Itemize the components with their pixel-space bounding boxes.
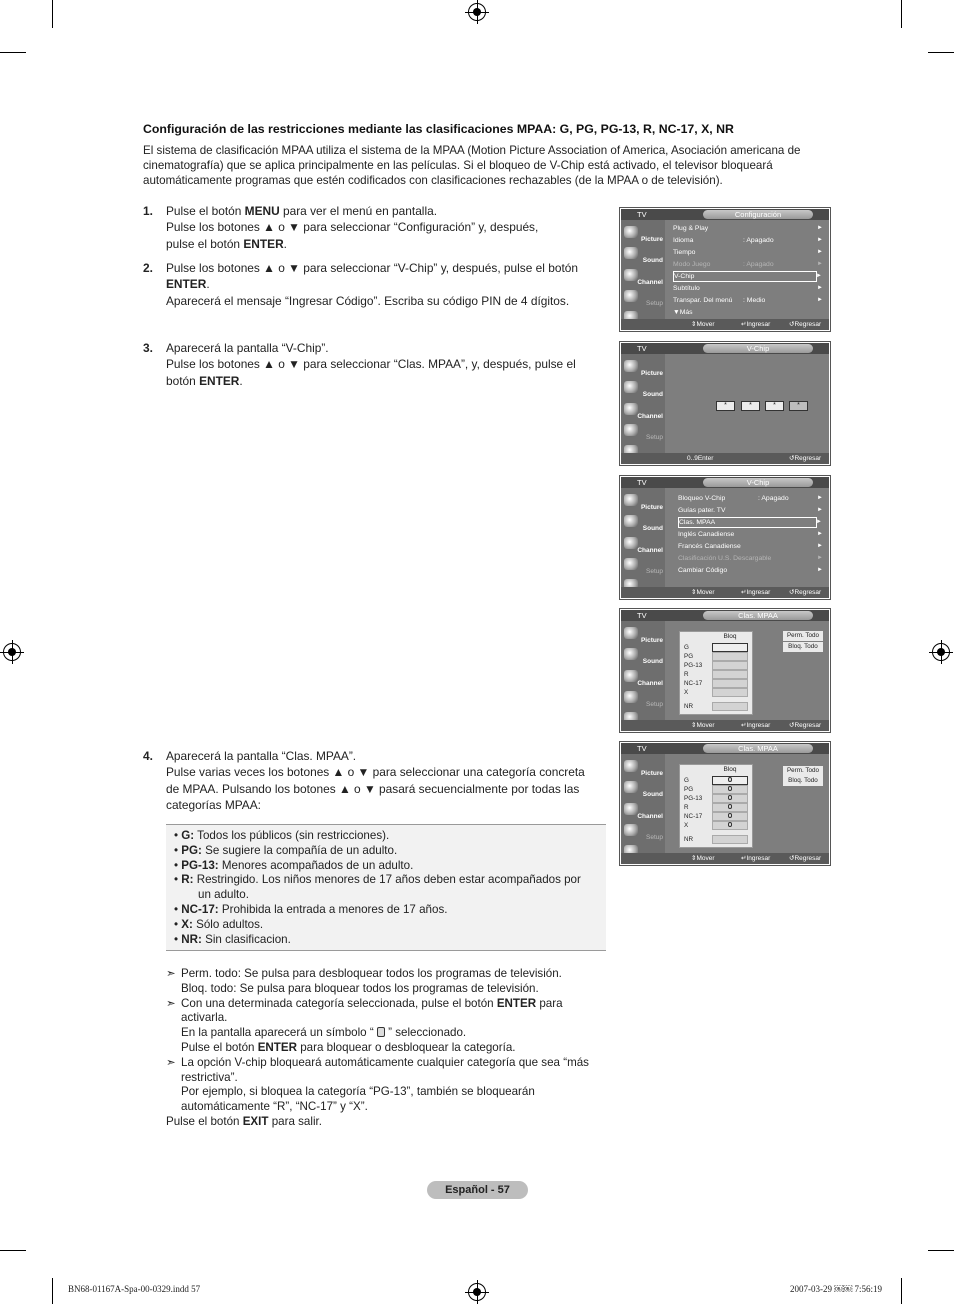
crop-mark bbox=[901, 0, 902, 28]
move-hint: ⇕ Mover bbox=[691, 321, 715, 328]
step-number: 1. bbox=[143, 204, 153, 218]
sidebar-item-picture[interactable]: Picture bbox=[623, 492, 665, 512]
lock-icon bbox=[728, 795, 732, 800]
note-arrow-icon: ➣ bbox=[166, 967, 176, 980]
tv-label: TV bbox=[637, 478, 647, 487]
enter-hint: ↵ Ingresar bbox=[741, 321, 771, 328]
lock-icon bbox=[377, 1027, 385, 1037]
pin-digit-field[interactable]: * bbox=[741, 401, 760, 411]
allow-all-button[interactable]: Perm. Todo bbox=[783, 766, 823, 776]
tv-label: TV bbox=[637, 744, 647, 753]
lock-cell[interactable] bbox=[712, 670, 748, 679]
rating-label: NC-17 bbox=[684, 813, 703, 820]
lock-cell[interactable] bbox=[712, 643, 748, 652]
return-hint: ↺ Regresar bbox=[789, 855, 822, 862]
mpaa-category-list bbox=[166, 824, 606, 951]
lock-cell[interactable] bbox=[712, 812, 748, 821]
sidebar-item-picture[interactable]: Picture bbox=[623, 224, 665, 244]
sound-icon bbox=[624, 515, 638, 527]
rating-label: NR bbox=[684, 703, 694, 710]
note-1: ➣ Perm. todo: Se pulsa para desbloquear todos los programas de televisión. Bloq. todo: Se pulsa para bloquear todos los programas de televisión. bbox=[166, 967, 562, 995]
sidebar-item-channel[interactable]: Channel bbox=[623, 801, 665, 821]
sound-icon bbox=[624, 648, 638, 660]
print-slug-left: BN68-01167A-Spa-00-0329.indd 57 bbox=[68, 1284, 201, 1294]
step-number: 4. bbox=[143, 749, 153, 763]
sidebar-item-setup[interactable]: Setup bbox=[623, 556, 665, 576]
lock-icon bbox=[728, 822, 732, 827]
menu-title: V-Chip bbox=[703, 344, 813, 353]
registration-mark-icon bbox=[3, 643, 21, 661]
menu-footer bbox=[621, 453, 829, 473]
lock-cell[interactable] bbox=[712, 776, 748, 785]
menu-title: V-Chip bbox=[703, 478, 813, 487]
menu-item[interactable]: Guías pater. TV ► bbox=[678, 507, 823, 514]
crop-mark bbox=[928, 52, 954, 53]
sidebar-item-channel[interactable]: Channel bbox=[623, 401, 665, 421]
rating-label: R bbox=[684, 804, 689, 811]
registration-mark-icon bbox=[468, 1283, 486, 1301]
crop-mark bbox=[0, 1250, 26, 1251]
sidebar-item-picture[interactable]: Picture bbox=[623, 625, 665, 645]
mpaa-rating-grid bbox=[679, 631, 753, 715]
tv-screen-clas-mpaa-locked bbox=[619, 741, 831, 866]
menu-item: Clasificación U.S. Descargable ► bbox=[678, 555, 823, 562]
tv-label: TV bbox=[637, 344, 647, 353]
menu-item[interactable]: Plug & Play ► bbox=[673, 225, 823, 232]
channel-icon bbox=[624, 670, 638, 682]
picture-icon bbox=[624, 627, 638, 639]
menu-item[interactable]: Bloqueo V-Chip : Apagado ► bbox=[678, 495, 823, 502]
tv-label: TV bbox=[637, 210, 647, 219]
rating-label: X bbox=[684, 689, 689, 696]
lock-cell[interactable] bbox=[712, 835, 748, 844]
menu-footer bbox=[621, 720, 829, 731]
block-all-button[interactable]: Bloq. Todo bbox=[783, 776, 823, 786]
list-item: • R: Restringido. Los niños menores de 17 años deben estar acompañados por un adulto. bbox=[174, 873, 581, 902]
registration-mark-icon bbox=[932, 643, 950, 661]
list-item: • NC-17: Prohibida la entrada a menores de 17 años. bbox=[174, 902, 448, 916]
crop-mark bbox=[928, 1250, 954, 1251]
tv-sidebar bbox=[621, 220, 665, 330]
channel-icon bbox=[624, 537, 638, 549]
menu-item-selected[interactable]: V-Chip ► bbox=[674, 273, 822, 280]
sidebar-item-sound[interactable]: Sound bbox=[623, 379, 665, 399]
section-heading: Configuración de las restricciones mediante las clasificaciones MPAA: G, PG, PG-13, R, NC-17, X, NR bbox=[143, 122, 734, 136]
crop-mark bbox=[52, 1278, 53, 1304]
crop-mark bbox=[52, 0, 53, 28]
sound-icon bbox=[624, 247, 638, 259]
gear-icon bbox=[624, 424, 638, 436]
step-2: 2. Pulse los botones ▲ o ▼ para seleccionar “V-Chip” y, después, pulse el botón ENTER. Aparecerá el mensaje “Ingresar Código”. Escriba su código PIN de 4 dígitos. bbox=[143, 261, 578, 308]
lock-icon bbox=[728, 813, 732, 818]
lock-cell[interactable] bbox=[712, 661, 748, 670]
picture-icon bbox=[624, 226, 638, 238]
registration-mark-icon bbox=[468, 3, 486, 21]
tv-sidebar bbox=[621, 621, 665, 731]
exit-instruction: Pulse el botón EXIT para salir. bbox=[166, 1114, 322, 1128]
menu-footer bbox=[621, 587, 829, 598]
menu-footer bbox=[621, 319, 829, 330]
menu-item[interactable]: Subtítulo ► bbox=[673, 285, 823, 292]
channel-icon bbox=[624, 403, 638, 415]
sidebar-item-sound[interactable]: Sound bbox=[623, 779, 665, 799]
lock-cell[interactable] bbox=[712, 688, 748, 697]
list-item: • PG-13: Menores acompañados de un adulto. bbox=[174, 858, 414, 872]
tv-sidebar bbox=[621, 354, 665, 464]
pin-digit-field[interactable]: * bbox=[789, 401, 808, 411]
tv-sidebar bbox=[621, 754, 665, 864]
list-item: • G: Todos los públicos (sin restricciones). bbox=[174, 829, 390, 842]
note-arrow-icon: ➣ bbox=[166, 1055, 176, 1069]
note-3: ➣ La opción V-chip bloqueará automáticamente cualquier categoría que sea “más restrictiva”. Por ejemplo, si bloquea la categoría “PG-13”, también se bloquearán automáticamente “R”, “NC-17” y “X”. bbox=[166, 1055, 589, 1114]
sidebar-item-setup[interactable]: Setup bbox=[623, 288, 665, 308]
intro-paragraph: El sistema de clasificación MPAA utiliza el sistema de la MPAA (Motion Picture Association of America, Asociación americana de cinematografía) que se aplica principalmente en las películas. Si el bloqueo de V-Chip está activado, el televisor bloqueará automáticamente programas que estén codificados con clasificaciones rechazables (de la MPAA o de televisión). bbox=[143, 144, 801, 187]
enter-hint: ↵ Ingresar bbox=[741, 722, 771, 729]
mpaa-rating-grid bbox=[679, 764, 753, 848]
rating-label: PG-13 bbox=[684, 795, 703, 802]
step-4: 4. Aparecerá la pantalla “Clas. MPAA”. Pulse varias veces los botones ▲ o ▼ para seleccionar una categoría concreta de MPAA. Pulsando los botones ▲ o ▼ pasará secuencialmente por todas las categorías MPAA: bbox=[143, 749, 585, 812]
sidebar-item-picture[interactable]: Picture bbox=[623, 758, 665, 778]
list-item: • X: Sólo adultos. bbox=[174, 917, 264, 931]
sidebar-item-channel[interactable]: Channel bbox=[623, 668, 665, 688]
return-hint: ↺ Regresar bbox=[789, 589, 822, 596]
picture-icon bbox=[624, 360, 638, 372]
rating-label: NR bbox=[684, 836, 694, 843]
menu-item[interactable]: Idioma : Apagado ► bbox=[673, 237, 823, 244]
pin-digit-field[interactable]: * bbox=[765, 401, 784, 411]
menu-item: Modo Juego : Apagado ► bbox=[673, 261, 823, 268]
menu-footer bbox=[621, 853, 829, 864]
allow-all-button[interactable]: Perm. Todo bbox=[783, 631, 823, 641]
crop-mark bbox=[901, 1278, 902, 1304]
sidebar-item-channel[interactable]: Channel bbox=[623, 267, 665, 287]
gear-icon bbox=[624, 290, 638, 302]
crop-mark bbox=[0, 52, 26, 53]
enter-pin-hint: 0..9 Enter PIN bbox=[687, 455, 714, 473]
pin-digit-field[interactable]: * bbox=[716, 401, 735, 411]
channel-icon bbox=[624, 269, 638, 281]
rating-label: G bbox=[684, 777, 689, 784]
step-1: 1. Pulse el botón MENU para ver el menú en pantalla. Pulse los botones ▲ o ▼ para seleccionar “Configuración” y, después, pulse el botón ENTER. bbox=[143, 204, 539, 251]
menu-item[interactable]: Tiempo ► bbox=[673, 249, 823, 256]
tv-screen-clas-mpaa bbox=[619, 608, 831, 733]
menu-item[interactable]: Inglés Canadiense ► bbox=[678, 531, 823, 538]
picture-icon bbox=[624, 760, 638, 772]
sidebar-item-sound[interactable]: Sound bbox=[623, 245, 665, 265]
rating-label: PG-13 bbox=[684, 662, 703, 669]
menu-title: Clas. MPAA bbox=[703, 611, 813, 620]
menu-title: Configuración bbox=[703, 210, 813, 219]
sidebar-item-picture[interactable]: Picture bbox=[623, 358, 665, 378]
rating-label: NC-17 bbox=[684, 680, 703, 687]
lock-icon bbox=[728, 804, 732, 809]
picture-icon bbox=[624, 494, 638, 506]
sidebar-item-sound[interactable]: Sound bbox=[623, 646, 665, 666]
tv-sidebar bbox=[621, 488, 665, 598]
rating-label: PG bbox=[684, 786, 694, 793]
rating-label: X bbox=[684, 822, 689, 829]
return-hint: ↺ Regresar bbox=[789, 455, 822, 462]
move-hint: ⇕ Mover bbox=[691, 589, 715, 596]
sidebar-item-setup[interactable]: Setup bbox=[623, 822, 665, 842]
print-slug-right: 2007-03-29 ￼￼ 7:56:19 bbox=[790, 1284, 882, 1294]
menu-item[interactable]: Cambiar Código ► bbox=[678, 567, 823, 574]
lock-cell[interactable] bbox=[712, 785, 748, 794]
channel-icon bbox=[624, 803, 638, 815]
lock-cell[interactable] bbox=[712, 821, 748, 830]
sidebar-item-setup[interactable]: Setup bbox=[623, 422, 665, 442]
menu-title: Clas. MPAA bbox=[703, 744, 813, 753]
enter-hint: ↵ Ingresar bbox=[741, 855, 771, 862]
step-number: 2. bbox=[143, 261, 153, 275]
step-number: 3. bbox=[143, 341, 153, 355]
block-all-button[interactable]: Bloq. Todo bbox=[783, 642, 823, 652]
menu-list bbox=[667, 489, 829, 587]
tv-screen-configuracion bbox=[619, 207, 831, 332]
gear-icon bbox=[624, 824, 638, 836]
rating-label: R bbox=[684, 671, 689, 678]
lock-icon bbox=[728, 786, 732, 791]
sidebar-item-sound[interactable]: Sound bbox=[623, 513, 665, 533]
rating-label: G bbox=[684, 644, 689, 651]
lock-cell[interactable] bbox=[712, 794, 748, 803]
enter-hint: ↵ Ingresar bbox=[741, 589, 771, 596]
note-arrow-icon: ➣ bbox=[166, 996, 176, 1010]
gear-icon bbox=[624, 558, 638, 570]
sound-icon bbox=[624, 381, 638, 393]
sidebar-item-setup[interactable]: Setup bbox=[623, 689, 665, 709]
list-item: • NR: Sin clasificacion. bbox=[174, 932, 291, 946]
step-3: 3. Aparecerá la pantalla “V-Chip”. Pulse los botones ▲ o ▼ para seleccionar “Clas. MPAA”, y, después, pulse el botón ENTER. bbox=[143, 341, 576, 388]
return-hint: ↺ Regresar bbox=[789, 321, 822, 328]
tv-label: TV bbox=[637, 611, 647, 620]
list-item: • PG: Se sugiere la compañía de un adulto. bbox=[174, 843, 398, 857]
column-header: Bloq bbox=[723, 766, 737, 773]
return-hint: ↺ Regresar bbox=[789, 722, 822, 729]
rating-label: PG bbox=[684, 653, 694, 660]
lock-cell[interactable] bbox=[712, 702, 748, 711]
page-number: Español - 57 bbox=[427, 1181, 528, 1199]
sound-icon bbox=[624, 781, 638, 793]
menu-item-more[interactable]: ▼Más bbox=[673, 309, 693, 316]
gear-icon bbox=[624, 691, 638, 703]
note-2: ➣ Con una determinada categoría seleccionada, pulse el botón ENTER para activarla. En la pantalla aparecerá un símbolo “ ” seleccionado. Pulse el botón ENTER para bloquear o desbloquear la categoría. bbox=[166, 996, 563, 1054]
sidebar-item-channel[interactable]: Channel bbox=[623, 535, 665, 555]
lock-cell[interactable] bbox=[712, 803, 748, 812]
menu-item[interactable]: Transpar. Del menú : Medio ► bbox=[673, 297, 823, 304]
lock-icon bbox=[728, 777, 732, 782]
lock-cell[interactable] bbox=[712, 679, 748, 688]
menu-list bbox=[667, 221, 829, 319]
menu-item-selected[interactable]: Clas. MPAA ► bbox=[679, 519, 822, 526]
lock-cell[interactable] bbox=[712, 652, 748, 661]
move-hint: ⇕ Mover bbox=[691, 855, 715, 862]
column-header: Bloq bbox=[723, 633, 737, 640]
move-hint: ⇕ Mover bbox=[691, 722, 715, 729]
tv-screen-vchip-pin bbox=[619, 341, 831, 473]
notes bbox=[166, 967, 616, 1130]
tv-screen-vchip-menu bbox=[619, 475, 831, 600]
menu-item[interactable]: Francés Canadiense ► bbox=[678, 543, 823, 550]
